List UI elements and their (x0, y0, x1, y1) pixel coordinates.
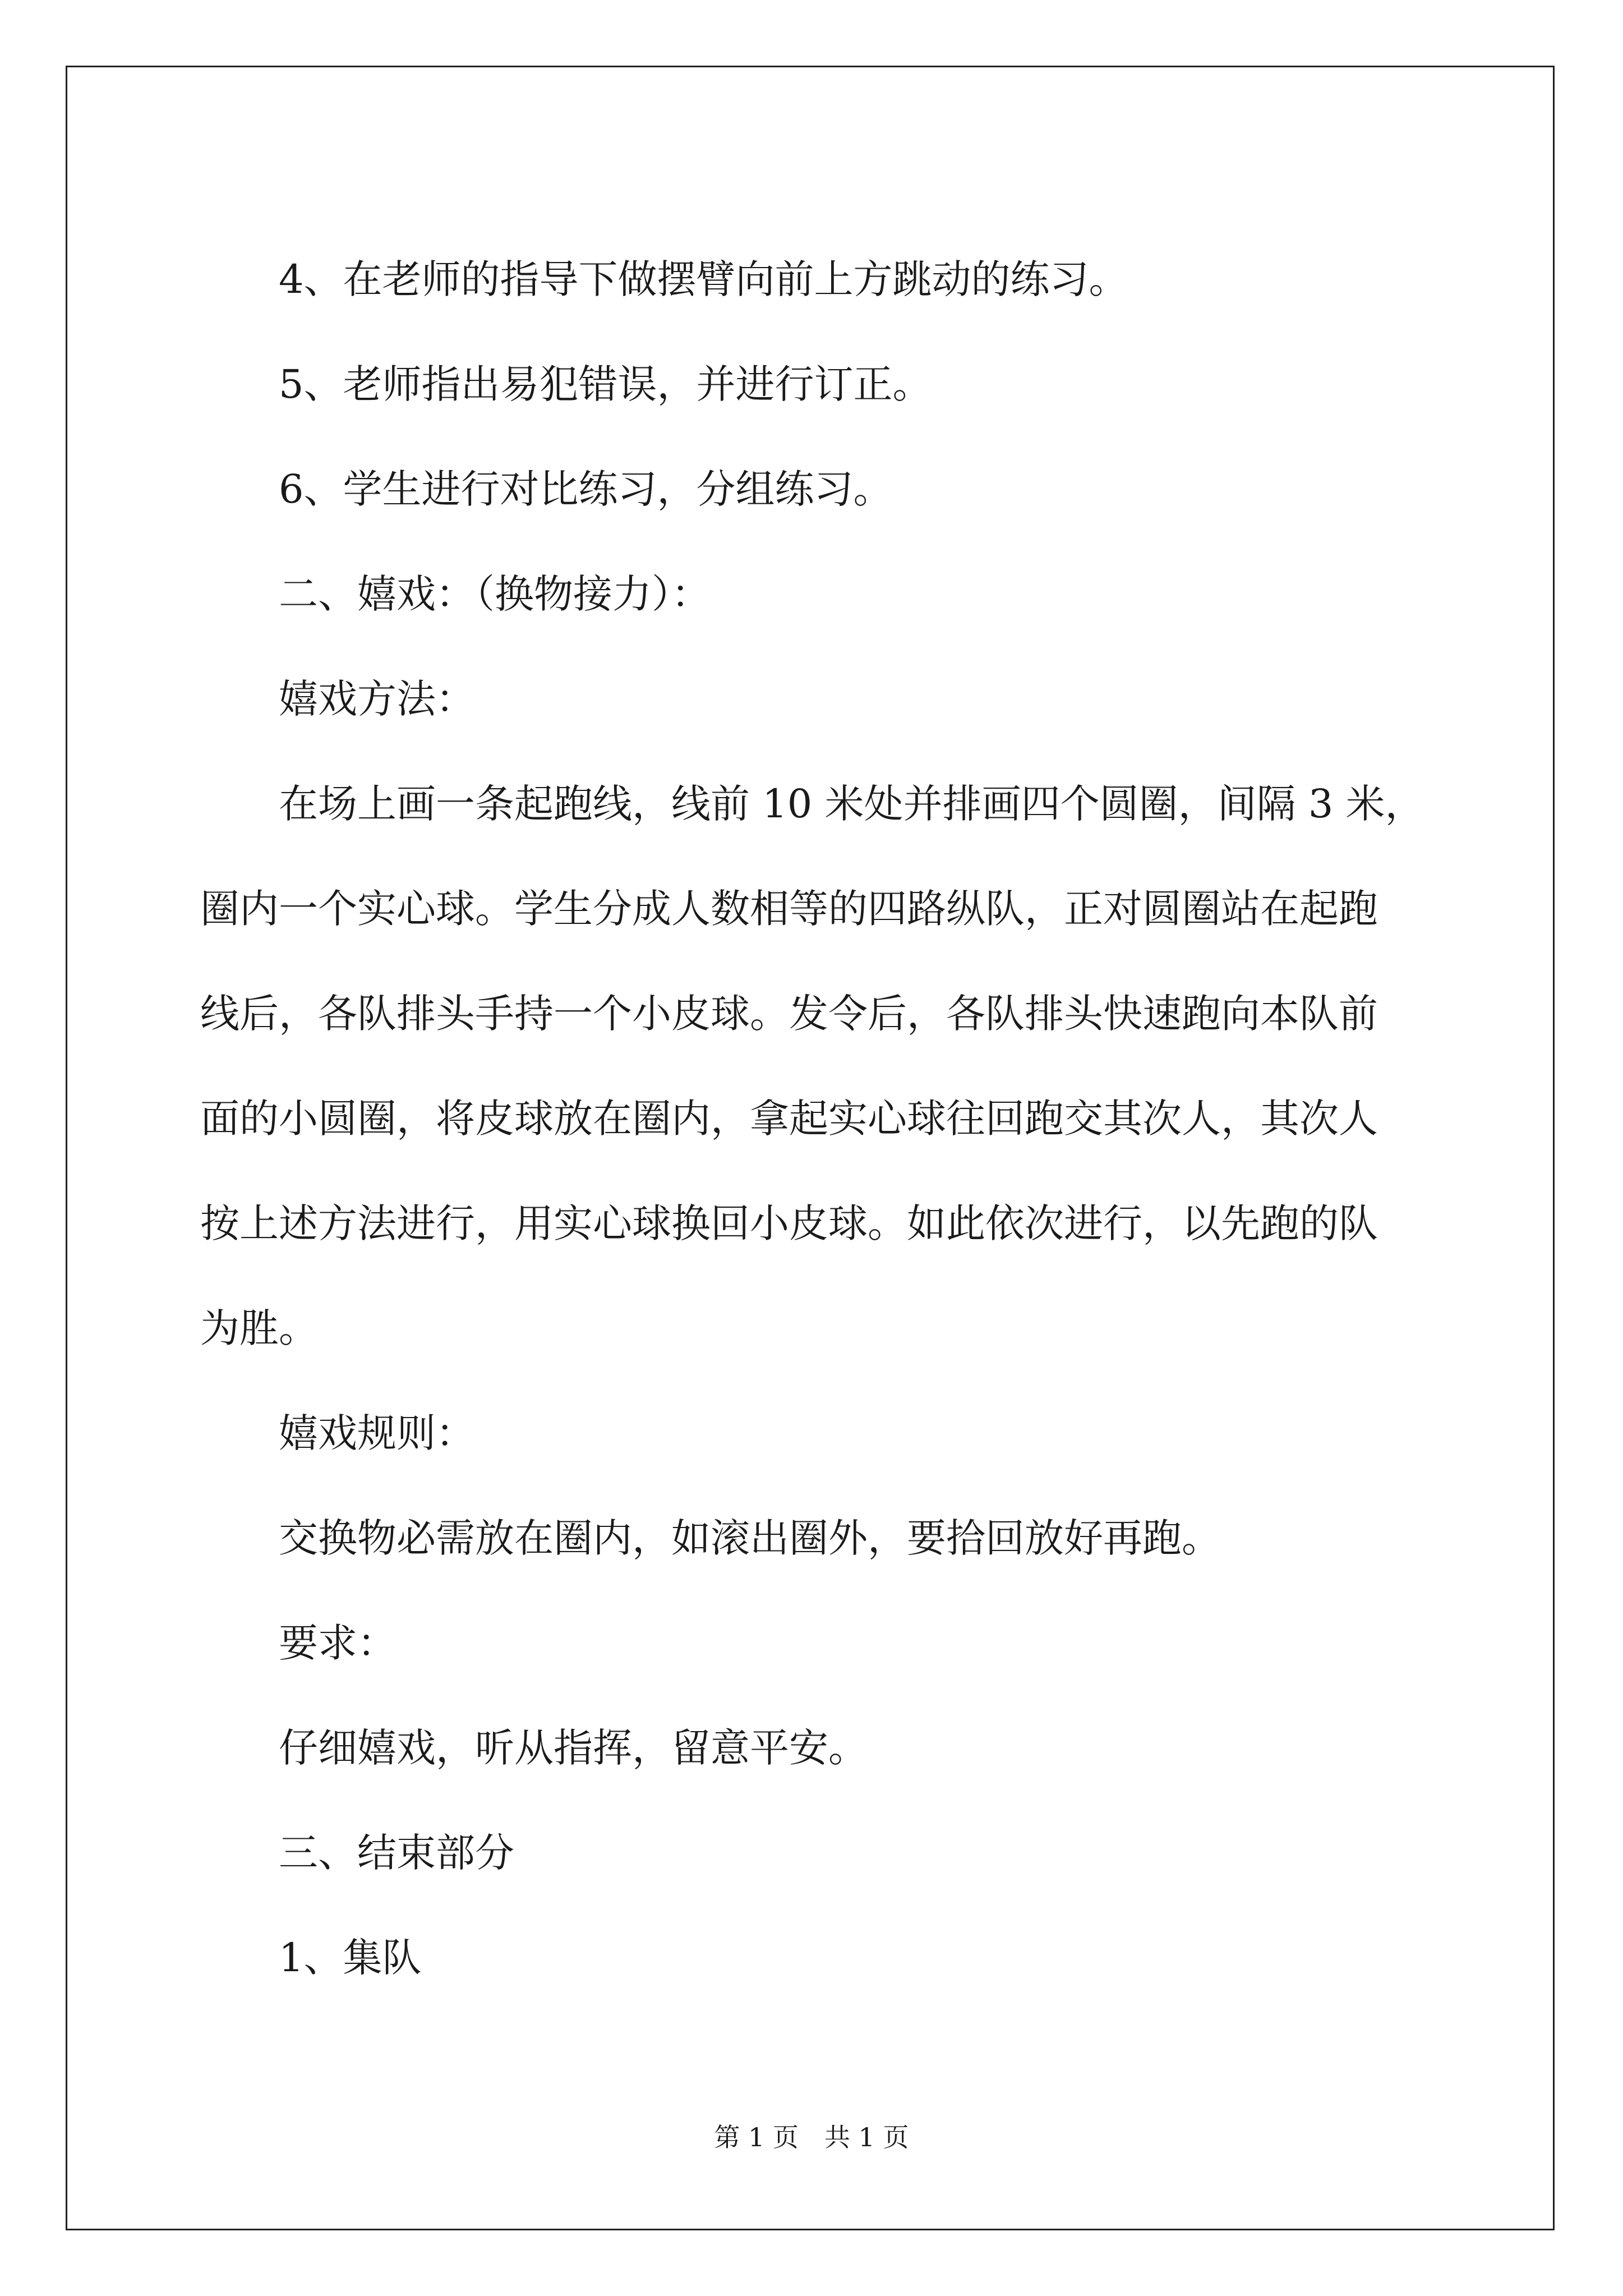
document-body (200, 227, 1437, 2010)
game-method-text (200, 752, 1437, 1381)
subheading-requirements: 要求： (279, 1620, 396, 1666)
text-line: 为胜。 (200, 1305, 318, 1351)
paragraph-assemble: 1、集队 (279, 1935, 422, 1981)
paragraph-step-6: 6、学生进行对比练习，分组练习。 (279, 466, 893, 512)
subheading-game-method: 嬉戏方法： (279, 676, 475, 722)
paragraph-requirements: 仔细嬉戏，听从指挥，留意平安。 (279, 1725, 868, 1771)
text-line: 圈内一个实心球。学生分成人数相等的四路纵队，正对圆圈站在起跑 (200, 886, 1378, 932)
text-line: 面的小圆圈，将皮球放在圈内，拿起实心球往回跑交其次人，其次人 (200, 1096, 1378, 1142)
paragraph-step-4: 4、在老师的指导下做摆臂向前上方跳动的练习。 (279, 256, 1128, 302)
section-heading-ending: 三、结束部分 (279, 1830, 514, 1876)
subheading-game-rules: 嬉戏规则： (279, 1410, 475, 1456)
paragraph-game-rules: 交换物必需放在圈内，如滚出圈外，要拾回放好再跑。 (279, 1515, 1221, 1561)
page-number-footer: 第 1 页 共 1 页 (714, 2122, 909, 2152)
paragraph-step-5: 5、老师指出易犯错误，并进行订正。 (279, 361, 932, 407)
text-line: 按上述方法进行，用实心球换回小皮球。如此依次进行，以先跑的队 (200, 1200, 1378, 1246)
section-heading-game: 二、嬉戏：（换物接力）： (279, 571, 711, 617)
text-line: 在场上画一条起跑线，线前 10 米处并排画四个圆圈，间隔 3 米， (279, 781, 1424, 827)
text-line: 线后，各队排头手持一个小皮球。发令后，各队排头快速跑向本队前 (200, 991, 1378, 1037)
